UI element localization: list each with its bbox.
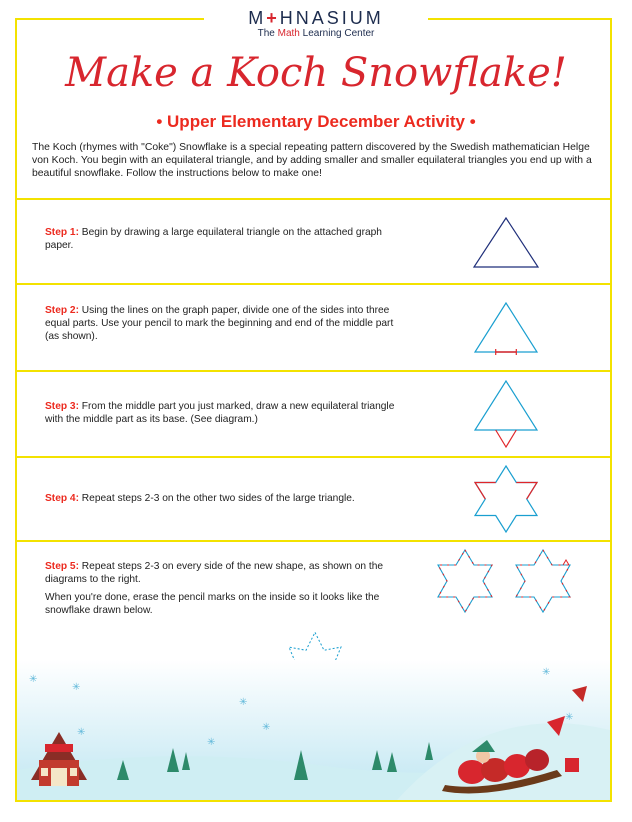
logo-plus-icon: + [266,8,280,28]
winter-scene-graphic [17,660,610,800]
section-divider [15,370,612,372]
svg-text:✳: ✳ [262,722,271,733]
star-diagram-4 [468,462,544,538]
step-text: Using the lines on the graph paper, divide one of the sides into three equal parts. Use your pencil to mark the beginning and end of the middle part (as shown). [45,305,394,342]
star-diagram-5a [430,545,500,617]
svg-text:✳: ✳ [72,682,81,693]
section-divider [15,540,612,542]
page-title: Make a Koch Snowflake! [65,50,567,96]
logo-sub-red: Math [277,28,300,39]
step-label: Step 1: [45,227,79,238]
triangle-diagram-1 [470,213,542,273]
svg-text:✳: ✳ [565,712,574,723]
step-label: Step 2: [45,305,79,316]
intro-paragraph: The Koch (rhymes with "Coke") Snowflake is a special repeating pattern discovered by the Swedish mathematician Helge von Koch. You begin with an equilateral triangle, and by adding smaller and smaller equilateral triangles you end up with a beautiful snowflake. Follow the instructions below to make one! [32,142,592,179]
winter-scene-illustration [17,660,610,800]
step-2 [45,304,405,343]
logo-word-left: M [248,8,267,28]
logo-sub-right: Learning Center [299,28,375,39]
logo-word-right: HNASIUM [279,8,384,28]
step-label: Step 4: [45,493,79,504]
star-diagram-5b [508,545,578,617]
step-label: Step 5: [45,561,79,572]
step-1 [45,226,405,252]
step-label: Step 3: [45,401,79,412]
svg-text:✳: ✳ [29,674,38,685]
step-text: Repeat steps 2-3 on every side of the new shape, as shown on the diagrams to the right. [45,561,384,585]
step-3 [45,400,405,426]
section-divider [15,456,612,458]
section-divider [15,283,612,285]
svg-text:✳: ✳ [77,727,86,738]
section-divider [15,198,612,200]
step-5-extra: When you're done, erase the pencil marks on the inside so it looks like the snowflake drawn below. [45,592,380,616]
step-text: Begin by drawing a large equilateral triangle on the attached graph paper. [45,227,382,251]
step-5 [45,560,405,617]
step-text: Repeat steps 2-3 on the other two sides of the large triangle. [78,493,355,504]
logo-sub-left: The [257,28,278,39]
svg-text:✳: ✳ [239,697,248,708]
page-subtitle: • Upper Elementary December Activity • [156,112,476,131]
svg-text:✳: ✳ [207,737,216,748]
step-text: From the middle part you just marked, draw a new equilateral triangle with the middle part as its base. (See diagram.) [45,401,395,425]
mathnasium-logo [204,6,428,42]
step-4 [45,492,405,505]
triangle-diagram-2 [470,297,542,357]
svg-text:✳: ✳ [542,667,551,678]
triangle-diagram-3 [470,376,542,452]
